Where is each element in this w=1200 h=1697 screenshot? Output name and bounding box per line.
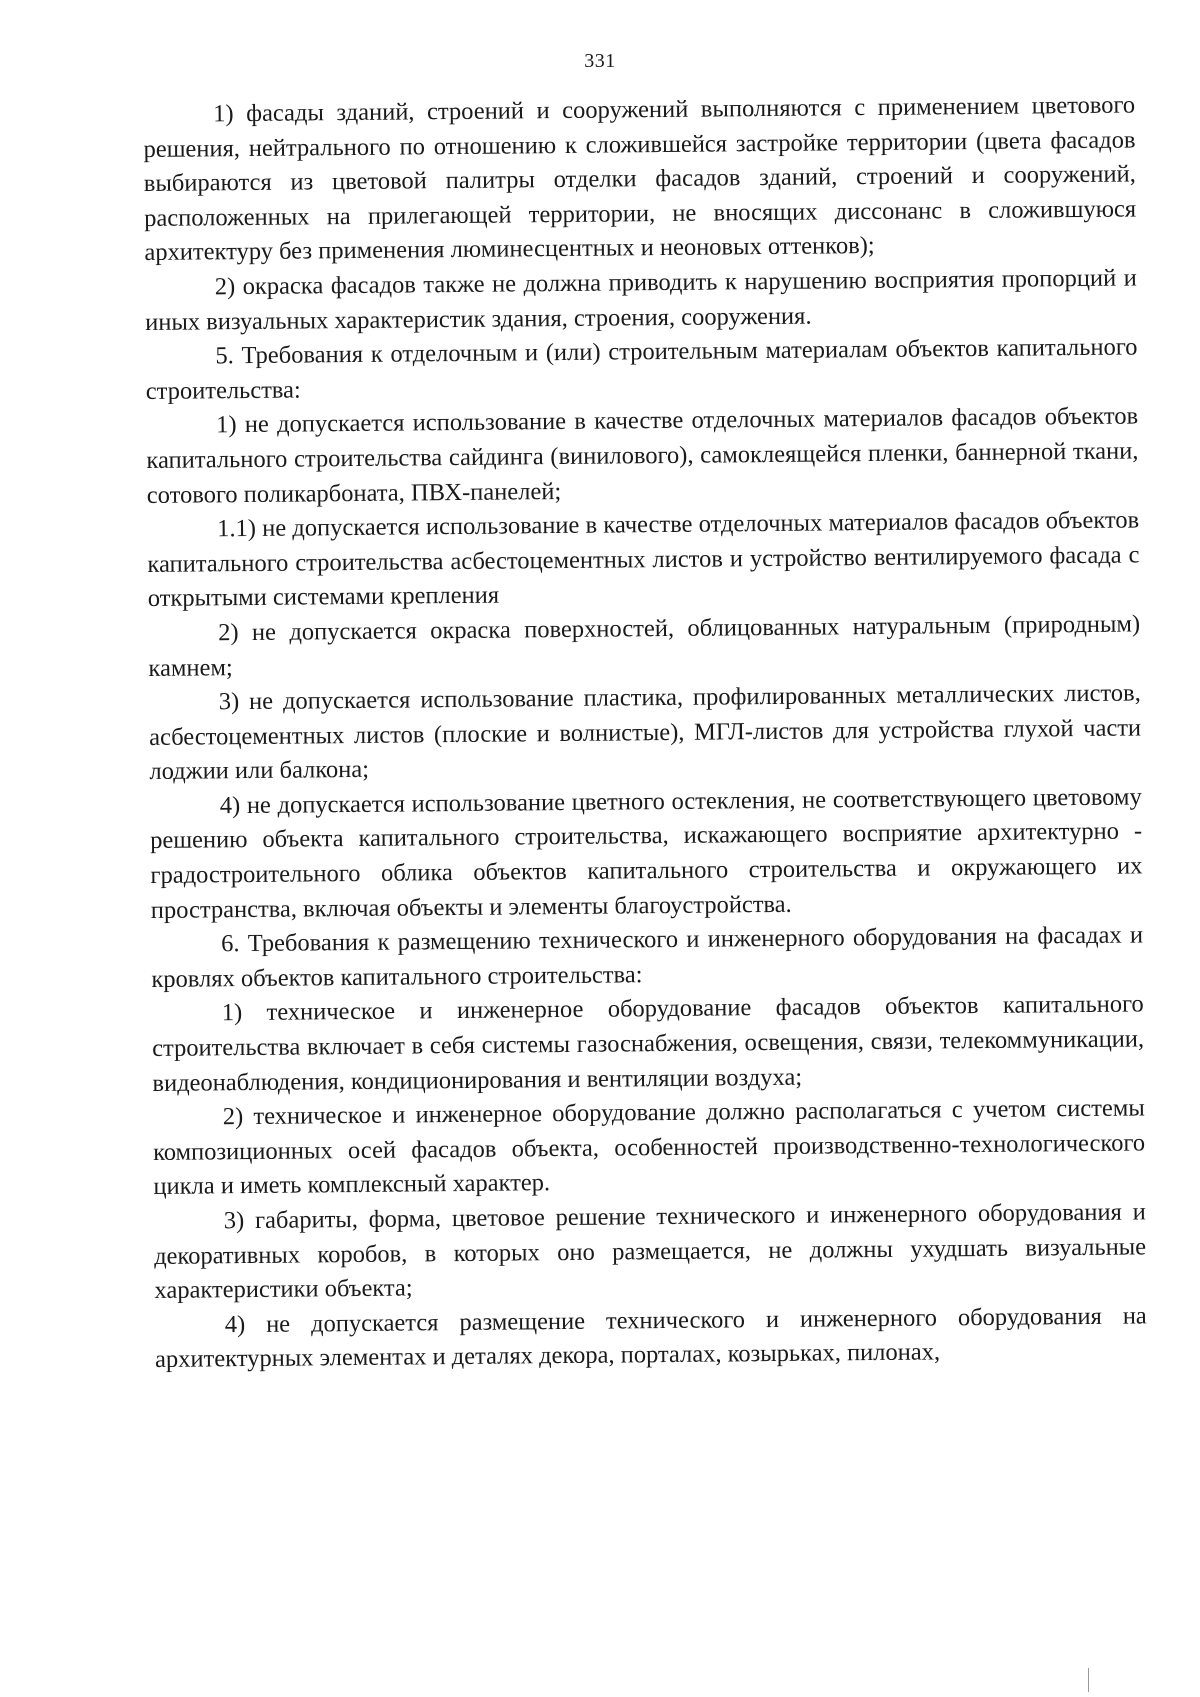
paragraph-6-2: 2) техническое и инженерное оборудование должно располагаться с учетом системы композиционных осей фасадов объекта, особенностей производственно-технологического цикла и иметь комплексный характер. — [152, 1094, 1146, 1201]
paragraph-6-4: 4) не допускается размещение технического и инженерного оборудования на архитектурных элементах и деталях декора, порталах, козырьках, пилонах, — [154, 1302, 1147, 1374]
paragraph-5-1-1: 1.1) не допускается использование в качестве отделочных материалов фасадов объектов капитального строительства асбестоцементных листов и устройство вентилируемого фасада с открытыми системами крепления — [147, 506, 1140, 613]
paragraph-item-2-painting: 2) окраска фасадов также не должна приводить к нарушению восприятия пропорций и иных визуальных характеристик здания, строения, сооружения. — [145, 264, 1137, 336]
paragraph-6-3: 3) габариты, форма, цветовое решение технического и инженерного оборудования и декоративных коробов, в которых оно размещается, не должны ухудшать визуальные характеристики объекта; — [153, 1198, 1147, 1305]
body-text — [143, 88, 1147, 1377]
paragraph-item-1-facade-color: 1) фасады зданий, строений и сооружений выполняются с применением цветового решения, нейтрального по отношению к сложившейся застройке территории (цвета фасадов выбираются из цветовой палитры отделки фасадов зданий, строений и сооружений, расположенных на прилегающей территории, не вносящих диссонанс в сложившуюся архитектуру без применения люминесцентных и неоновых оттенков); — [143, 91, 1137, 267]
paragraph-5-4: 4) не допускается использование цветного остекления, не соответствующего цветовому решению объекта капитального строительства, искажающего восприятие архитектурно - градостроительного облика объектов капитального строительства и окружающего их пространства, включая объекты и элементы благоустройства. — [150, 783, 1143, 924]
paragraph-6-1: 1) техническое и инженерное оборудование фасадов объектов капитального строительства включает в себя системы газоснабжения, освещения, связи, телекоммуникации, видеонаблюдения, кондиционирования и вентиляции воздуха; — [151, 990, 1145, 1097]
section-6-heading: 6. Требования к размещению технического и инженерного оборудования на фасадах и кровлях объектов капитального строительства: — [151, 921, 1144, 993]
page-number: 331 — [584, 50, 616, 72]
section-5-heading: 5. Требования к отделочным и (или) строительным материалам объектов капитального строительства: — [145, 333, 1138, 405]
paragraph-5-3: 3) не допускается использование пластика, профилированных металлических листов, асбестоцементных листов (плоские и волнистые), МГЛ-листов для устройства глухой части лоджии или балкона; — [149, 679, 1142, 786]
paragraph-5-2: 2) не допускается окраска поверхностей, облицованных натуральным (природным) камнем; — [148, 610, 1141, 682]
scan-artifact-line — [1088, 1668, 1089, 1692]
paragraph-5-1: 1) не допускается использование в качестве отделочных материалов фасадов объектов капитального строительства сайдинга (винилового), самоклеящейся пленки, баннерной ткани, сотового поликарбоната, ПВХ-панелей; — [146, 402, 1139, 509]
